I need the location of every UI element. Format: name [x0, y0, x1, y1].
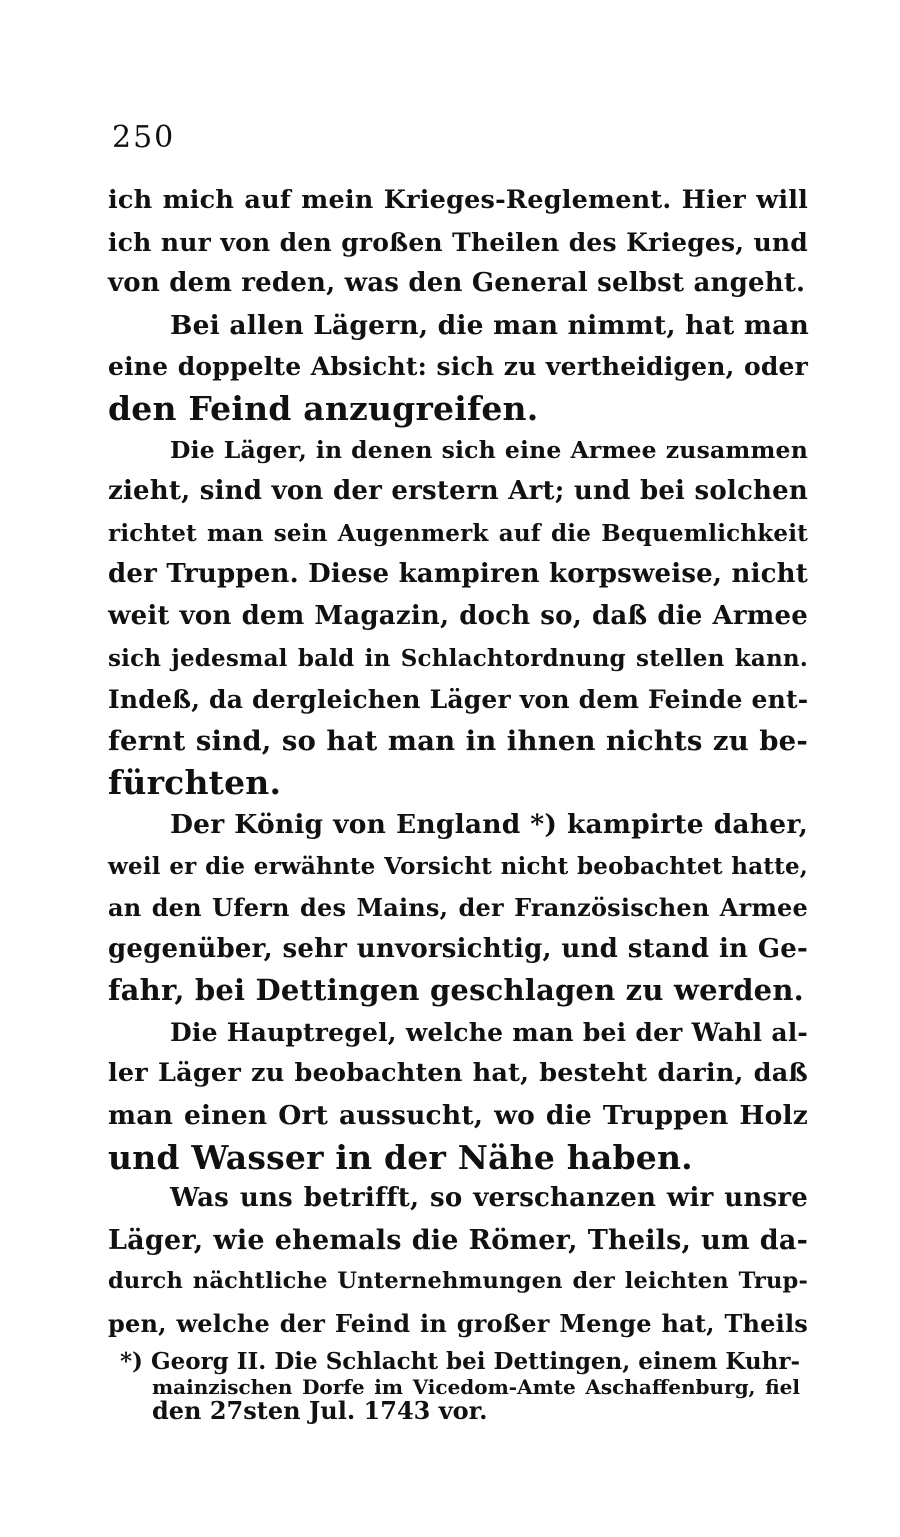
footnote	[120, 1350, 800, 1424]
text-line: weil er die erwähnte Vorsicht nicht beobachtet hatte,	[108, 852, 808, 880]
text-line: den Feind anzugreifen.	[108, 388, 539, 428]
body-text	[108, 180, 808, 1345]
text-line: pen, welche der Feind in großer Menge hat, Theils	[108, 1309, 808, 1339]
text-line: Was uns betrifft, so verschanzen wir unsre	[170, 1183, 808, 1214]
paragraph	[108, 180, 808, 305]
text-line: von dem reden, was den General selbst angeht.	[108, 268, 806, 299]
text-line: gegenüber, sehr unvorsichtig, und stand in Ge-	[108, 933, 808, 964]
footnote-line: den 27sten Jul. 1743 vor.	[152, 1396, 488, 1425]
text-line: eine doppelte Absicht: sich zu vertheidigen, oder	[108, 352, 808, 382]
paragraph	[108, 305, 808, 430]
text-line: Bei allen Lägern, die man nimmt, hat man	[170, 309, 809, 341]
text-line: ich mich auf mein Krieges-Reglement. Hier will	[108, 185, 808, 215]
footnote-line: mainzischen Dorfe im Vicedom-Amte Aschaffenburg, fiel	[152, 1374, 800, 1399]
text-line: fürchten.	[108, 763, 282, 803]
text-line: ich nur von den großen Theilen des Krieges, und	[108, 227, 808, 257]
text-line: ler Läger zu beobachten hat, besteht darin, daß	[108, 1058, 808, 1089]
text-line: Läger, wie ehemals die Römer, Theils, um da-	[108, 1224, 808, 1256]
text-line: fahr, bei Dettingen geschlagen zu werden.	[108, 973, 804, 1008]
paragraph	[108, 1012, 808, 1178]
text-line: an den Ufern des Mains, der Französischen Armee	[108, 893, 808, 923]
text-line: weit von dem Magazin, doch so, daß die Armee	[108, 600, 808, 631]
paragraph	[108, 804, 808, 1012]
text-line: der Truppen. Diese kampiren korpsweise, nicht	[108, 559, 808, 590]
text-line: fernt sind, so hat man in ihnen nichts zu be-	[108, 724, 808, 757]
text-line: Die Hauptregel, welche man bei der Wahl al-	[170, 1017, 808, 1047]
text-line: richtet man sein Augenmerk auf die Bequemlichkeit	[108, 519, 808, 547]
page-number: 250	[112, 120, 176, 155]
paragraph	[108, 430, 808, 804]
text-line: Die Läger, in denen sich eine Armee zusammen	[170, 435, 808, 464]
text-line: und Wasser in der Nähe haben.	[108, 1137, 693, 1177]
text-line: zieht, sind von der erstern Art; und bei solchen	[108, 476, 808, 507]
text-line: Indeß, da dergleichen Läger von dem Feinde ent-	[108, 685, 809, 715]
footnote-line: *) Georg II. Die Schlacht bei Dettingen, einem Kuhr-	[120, 1348, 800, 1375]
text-line: durch nächtliche Unternehmungen der leichten Trup-	[108, 1268, 808, 1295]
text-line: sich jedesmal bald in Schlachtordnung stellen kann.	[108, 644, 808, 672]
text-line: man einen Ort aussucht, wo die Truppen Holz	[108, 1100, 808, 1132]
text-line: Der König von England *) kampirte daher,	[170, 808, 808, 840]
paragraph	[108, 1178, 808, 1344]
